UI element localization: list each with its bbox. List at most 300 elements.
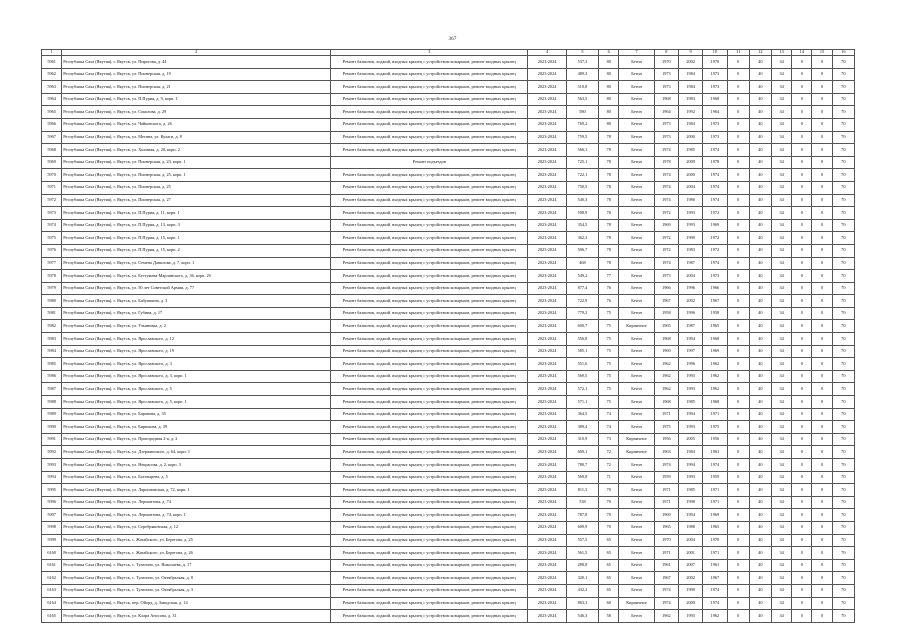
- year-commission-cell: 1973: [703, 270, 727, 283]
- value-12-cell: 40: [749, 396, 771, 409]
- value-15-cell: 0: [812, 169, 832, 182]
- area-cell: 780,7: [566, 459, 598, 472]
- year-commission-cell: 1969: [703, 345, 727, 358]
- wear-percent-cell: 78: [599, 207, 619, 220]
- wear-percent-cell: 78: [599, 156, 619, 169]
- wall-material-cell: Бетон: [619, 370, 654, 383]
- period-cell: 2023-2024: [528, 106, 566, 119]
- row-number-cell: 5981: [42, 307, 62, 320]
- address-cell: Республика Саха (Якутия), г. Якутск, ул. Ярославского, д. 3, корп. 1: [62, 370, 331, 383]
- register-table: [41, 49, 855, 623]
- row-number-cell: 5962: [42, 68, 62, 81]
- address-cell: Республика Саха (Якутия), г. Якутск, ул. Пригородная 2-я, д. 2: [62, 433, 331, 446]
- value-14-cell: 0: [792, 584, 812, 597]
- work-type-cell: Ремонт балконов, лоджий, входных крылец с устройством козырьков, ремонт входных крылец: [331, 295, 528, 308]
- value-14-cell: 0: [792, 232, 812, 245]
- value-13-cell: 34: [772, 232, 792, 245]
- address-cell: Республика Саха (Якутия), г. Якутск, ул. Губина, д. 17: [62, 307, 331, 320]
- value-15-cell: 0: [812, 433, 832, 446]
- table-row: [42, 207, 855, 220]
- wall-material-cell: Бетон: [619, 118, 654, 131]
- work-type-cell: Ремонт балконов, лоджий, входных крылец с устройством козырьков, ремонт входных крылец: [331, 459, 528, 472]
- area-cell: 769,2: [566, 118, 598, 131]
- address-cell: Республика Саха (Якутия), г. Якутск, ул. Ярославского, д. 12: [62, 333, 331, 346]
- value-15-cell: 0: [812, 459, 832, 472]
- value-14-cell: 0: [792, 307, 812, 320]
- value-16-cell: 70: [832, 194, 854, 207]
- value-16-cell: 70: [832, 181, 854, 194]
- area-cell: 546,3: [566, 610, 598, 623]
- year-commission-cell: 1962: [703, 610, 727, 623]
- value-11-cell: 0: [727, 156, 749, 169]
- year-repair-cell: 1984: [679, 446, 703, 459]
- column-header: 14: [792, 50, 812, 56]
- row-number-cell: 5994: [42, 471, 62, 484]
- area-cell: 561,5: [566, 547, 598, 560]
- value-15-cell: 0: [812, 521, 832, 534]
- wall-material-cell: Бетон: [619, 521, 654, 534]
- value-15-cell: 0: [812, 93, 832, 106]
- work-type-cell: Ремонт балконов, лоджий, входных крылец с устройством козырьков, ремонт входных крылец: [331, 534, 528, 547]
- year-repair-cell: 2004: [679, 181, 703, 194]
- table-row: [42, 597, 855, 610]
- value-15-cell: 0: [812, 559, 832, 572]
- value-15-cell: 0: [812, 131, 832, 144]
- year-repair-cell: 1985: [679, 396, 703, 409]
- value-16-cell: 70: [832, 244, 854, 257]
- value-14-cell: 0: [792, 81, 812, 94]
- value-15-cell: 0: [812, 257, 832, 270]
- wear-percent-cell: 75: [599, 370, 619, 383]
- address-cell: Республика Саха (Якутия), г. Якутск, ул. Баранова, д. 35: [62, 408, 331, 421]
- wall-material-cell: Бетон: [619, 572, 654, 585]
- value-16-cell: 70: [832, 295, 854, 308]
- wear-percent-cell: 78: [599, 244, 619, 257]
- work-type-cell: Ремонт балконов, лоджий, входных крылец с устройством козырьков, ремонт входных крылец: [331, 131, 528, 144]
- value-15-cell: 0: [812, 244, 832, 257]
- value-14-cell: 0: [792, 559, 812, 572]
- value-12-cell: 40: [749, 610, 771, 623]
- address-cell: Республика Саха (Якутия), г. Якутск, ул. П.Пурия, д. 11, корп. 1: [62, 207, 331, 220]
- value-13-cell: 34: [772, 93, 792, 106]
- period-cell: 2023-2024: [528, 169, 566, 182]
- value-14-cell: 0: [792, 93, 812, 106]
- value-12-cell: 40: [749, 459, 771, 472]
- row-number-cell: 5972: [42, 194, 62, 207]
- column-header: 3: [331, 50, 528, 56]
- year-built-cell: 1956: [654, 433, 678, 446]
- year-commission-cell: 1974: [703, 459, 727, 472]
- value-13-cell: 34: [772, 56, 792, 69]
- work-type-cell: Ремонт балконов, лоджий, входных крылец с устройством козырьков, ремонт входных крылец: [331, 521, 528, 534]
- period-cell: 2023-2024: [528, 270, 566, 283]
- value-14-cell: 0: [792, 471, 812, 484]
- year-commission-cell: 1971: [703, 547, 727, 560]
- area-cell: 551,6: [566, 358, 598, 371]
- row-number-cell: 5973: [42, 207, 62, 220]
- wear-percent-cell: 70: [599, 521, 619, 534]
- year-commission-cell: 1973: [703, 68, 727, 81]
- value-15-cell: 0: [812, 68, 832, 81]
- page-number: 367: [448, 37, 457, 42]
- value-12-cell: 40: [749, 370, 771, 383]
- table-row: [42, 68, 855, 81]
- area-cell: 779,2: [566, 307, 598, 320]
- work-type-cell: Ремонт балконов, лоджий, входных крылец с устройством козырьков, ремонт входных крылец: [331, 144, 528, 157]
- area-cell: 563,5: [566, 93, 598, 106]
- value-13-cell: 34: [772, 68, 792, 81]
- year-commission-cell: 1974: [703, 597, 727, 610]
- year-repair-cell: 1996: [679, 358, 703, 371]
- wear-percent-cell: 75: [599, 307, 619, 320]
- row-number-cell: 5982: [42, 320, 62, 333]
- work-type-cell: Ремонт балконов, лоджий, входных крылец с устройством козырьков, ремонт входных крылец: [331, 509, 528, 522]
- year-commission-cell: 1978: [703, 156, 727, 169]
- wear-percent-cell: 78: [599, 181, 619, 194]
- address-cell: Республика Саха (Якутия), г. Якутск, ул. Дзержинского, д. 64, корп. 1: [62, 446, 331, 459]
- value-11-cell: 0: [727, 396, 749, 409]
- value-16-cell: 70: [832, 509, 854, 522]
- value-16-cell: 70: [832, 484, 854, 497]
- address-cell: Республика Саха (Якутия), г. Якутск, с. Тулагино, ул. Октябрьская, д. 3: [62, 584, 331, 597]
- value-16-cell: 70: [832, 383, 854, 396]
- value-13-cell: 34: [772, 345, 792, 358]
- value-16-cell: 70: [832, 144, 854, 157]
- wear-percent-cell: 58: [599, 610, 619, 623]
- value-16-cell: 70: [832, 534, 854, 547]
- period-cell: 2023-2024: [528, 131, 566, 144]
- wear-percent-cell: 78: [599, 169, 619, 182]
- row-number-cell: 5999: [42, 534, 62, 547]
- year-commission-cell: 1972: [703, 232, 727, 245]
- work-type-cell: Ремонт балконов, лоджий, входных крылец с устройством козырьков, ремонт входных крылец: [331, 307, 528, 320]
- value-15-cell: 0: [812, 408, 832, 421]
- year-repair-cell: 1993: [679, 421, 703, 434]
- wall-material-cell: Бетон: [619, 559, 654, 572]
- year-repair-cell: 1984: [679, 81, 703, 94]
- year-built-cell: 1969: [654, 509, 678, 522]
- value-15-cell: 0: [812, 610, 832, 623]
- area-cell: 510,8: [566, 81, 598, 94]
- year-repair-cell: 1993: [679, 219, 703, 232]
- year-repair-cell: 1985: [679, 144, 703, 157]
- value-11-cell: 0: [727, 559, 749, 572]
- value-11-cell: 0: [727, 219, 749, 232]
- row-number-cell: 5971: [42, 181, 62, 194]
- table-row: [42, 194, 855, 207]
- year-commission-cell: 1962: [703, 383, 727, 396]
- value-13-cell: 34: [772, 358, 792, 371]
- table-row: [42, 421, 855, 434]
- year-built-cell: 1971: [654, 408, 678, 421]
- year-repair-cell: 1987: [679, 320, 703, 333]
- value-15-cell: 0: [812, 446, 832, 459]
- table-row: [42, 144, 855, 157]
- value-15-cell: 0: [812, 282, 832, 295]
- value-16-cell: 70: [832, 68, 854, 81]
- year-commission-cell: 1965: [703, 521, 727, 534]
- value-13-cell: 34: [772, 169, 792, 182]
- wall-material-cell: Бетон: [619, 257, 654, 270]
- wall-material-cell: Бетон: [619, 547, 654, 560]
- work-type-cell: Ремонт балконов, лоджий, входных крылец с устройством козырьков, ремонт входных крылец: [331, 219, 528, 232]
- work-type-cell: Ремонт балконов, лоджий, входных крылец с устройством козырьков, ремонт входных крылец: [331, 584, 528, 597]
- table-row: [42, 345, 855, 358]
- period-cell: 2023-2024: [528, 597, 566, 610]
- value-12-cell: 40: [749, 270, 771, 283]
- column-header: 2: [62, 50, 331, 56]
- year-built-cell: 1974: [654, 181, 678, 194]
- year-built-cell: 1974: [654, 169, 678, 182]
- value-14-cell: 0: [792, 358, 812, 371]
- year-commission-cell: 1967: [703, 572, 727, 585]
- value-12-cell: 40: [749, 106, 771, 119]
- value-15-cell: 0: [812, 219, 832, 232]
- value-14-cell: 0: [792, 106, 812, 119]
- value-12-cell: 40: [749, 181, 771, 194]
- value-13-cell: 34: [772, 144, 792, 157]
- value-14-cell: 0: [792, 459, 812, 472]
- value-16-cell: 70: [832, 320, 854, 333]
- column-header: 7: [619, 50, 654, 56]
- table-row: [42, 270, 855, 283]
- area-cell: 580: [566, 106, 598, 119]
- row-number-cell: 5979: [42, 282, 62, 295]
- column-header: 4: [528, 50, 566, 56]
- value-16-cell: 70: [832, 521, 854, 534]
- value-16-cell: 70: [832, 131, 854, 144]
- value-16-cell: 70: [832, 118, 854, 131]
- wall-material-cell: Кирпичное: [619, 597, 654, 610]
- row-number-cell: 5974: [42, 219, 62, 232]
- year-repair-cell: 1993: [679, 370, 703, 383]
- area-cell: 537,3: [566, 56, 598, 69]
- value-12-cell: 40: [749, 219, 771, 232]
- value-11-cell: 0: [727, 270, 749, 283]
- row-number-cell: 5975: [42, 232, 62, 245]
- period-cell: 2023-2024: [528, 584, 566, 597]
- period-cell: 2023-2024: [528, 257, 566, 270]
- value-15-cell: 0: [812, 358, 832, 371]
- work-type-cell: Ремонт балконов, лоджий, входных крылец с устройством козырьков, ремонт входных крылец: [331, 484, 528, 497]
- wear-percent-cell: 76: [599, 295, 619, 308]
- year-commission-cell: 1974: [703, 257, 727, 270]
- wall-material-cell: Бетон: [619, 333, 654, 346]
- area-cell: 389,4: [566, 421, 598, 434]
- year-built-cell: 1961: [654, 559, 678, 572]
- value-16-cell: 70: [832, 572, 854, 585]
- value-16-cell: 70: [832, 307, 854, 320]
- year-commission-cell: 1968: [703, 93, 727, 106]
- value-12-cell: 40: [749, 320, 771, 333]
- table-row: [42, 93, 855, 106]
- year-commission-cell: 1967: [703, 295, 727, 308]
- row-number-cell: 5978: [42, 270, 62, 283]
- wall-material-cell: Бетон: [619, 56, 654, 69]
- value-12-cell: 40: [749, 144, 771, 157]
- value-14-cell: 0: [792, 56, 812, 69]
- area-cell: 811,3: [566, 484, 598, 497]
- wall-material-cell: Бетон: [619, 396, 654, 409]
- year-repair-cell: 1987: [679, 257, 703, 270]
- address-cell: Республика Саха (Якутия), г. Якутск, ул. Ярославского, д. 3: [62, 358, 331, 371]
- work-type-cell: Ремонт балконов, лоджий, входных крылец с устройством козырьков, ремонт входных крылец: [331, 496, 528, 509]
- year-commission-cell: 1961: [703, 559, 727, 572]
- year-built-cell: 1975: [654, 421, 678, 434]
- value-12-cell: 40: [749, 433, 771, 446]
- year-built-cell: 1974: [654, 194, 678, 207]
- value-15-cell: 0: [812, 56, 832, 69]
- table-row: [42, 81, 855, 94]
- table-row: [42, 534, 855, 547]
- wall-material-cell: Бетон: [619, 207, 654, 220]
- wall-material-cell: Бетон: [619, 219, 654, 232]
- work-type-cell: Ремонт балконов, лоджий, входных крылец с устройством козырьков, ремонт входных крылец: [331, 383, 528, 396]
- wall-material-cell: Бетон: [619, 459, 654, 472]
- value-13-cell: 34: [772, 81, 792, 94]
- value-12-cell: 40: [749, 521, 771, 534]
- value-12-cell: 40: [749, 68, 771, 81]
- year-commission-cell: 1963: [703, 446, 727, 459]
- area-cell: 310,9: [566, 433, 598, 446]
- period-cell: 2023-2024: [528, 93, 566, 106]
- period-cell: 2023-2024: [528, 496, 566, 509]
- wall-material-cell: Бетон: [619, 383, 654, 396]
- value-14-cell: 0: [792, 408, 812, 421]
- value-15-cell: 0: [812, 270, 832, 283]
- value-12-cell: 40: [749, 307, 771, 320]
- value-12-cell: 40: [749, 118, 771, 131]
- value-15-cell: 0: [812, 181, 832, 194]
- work-type-cell: Ремонт балконов, лоджий, входных крылец с устройством козырьков, ремонт входных крылец: [331, 345, 528, 358]
- column-header: 9: [679, 50, 703, 56]
- year-repair-cell: 1993: [679, 471, 703, 484]
- address-cell: Республика Саха (Якутия), г. Якутск, ул. Холмная, д. 20, корп. 2: [62, 144, 331, 157]
- value-12-cell: 40: [749, 547, 771, 560]
- value-11-cell: 0: [727, 421, 749, 434]
- wall-material-cell: Бетон: [619, 295, 654, 308]
- year-repair-cell: 1996: [679, 307, 703, 320]
- year-repair-cell: 2007: [679, 559, 703, 572]
- value-13-cell: 34: [772, 433, 792, 446]
- value-11-cell: 0: [727, 509, 749, 522]
- wear-percent-cell: 80: [599, 93, 619, 106]
- value-13-cell: 34: [772, 572, 792, 585]
- wear-percent-cell: 78: [599, 257, 619, 270]
- value-13-cell: 34: [772, 383, 792, 396]
- area-cell: 432,2: [566, 584, 598, 597]
- value-14-cell: 0: [792, 282, 812, 295]
- column-header: 6: [599, 50, 619, 56]
- wall-material-cell: Бетон: [619, 106, 654, 119]
- wear-percent-cell: 65: [599, 534, 619, 547]
- year-repair-cell: 2005: [679, 433, 703, 446]
- table-row: [42, 547, 855, 560]
- year-built-cell: 1970: [654, 534, 678, 547]
- column-header: 11: [727, 50, 749, 56]
- period-cell: 2023-2024: [528, 408, 566, 421]
- value-13-cell: 34: [772, 421, 792, 434]
- wear-percent-cell: 75: [599, 333, 619, 346]
- year-repair-cell: 1986: [679, 194, 703, 207]
- value-16-cell: 70: [832, 433, 854, 446]
- year-commission-cell: 1970: [703, 534, 727, 547]
- value-15-cell: 0: [812, 144, 832, 157]
- table-row: [42, 509, 855, 522]
- wear-percent-cell: 78: [599, 131, 619, 144]
- work-type-cell: Ремонт балконов, лоджий, входных крылец с устройством козырьков, ремонт входных крылец: [331, 408, 528, 421]
- area-cell: 609,1: [566, 446, 598, 459]
- row-number-cell: 6163: [42, 584, 62, 597]
- value-14-cell: 0: [792, 118, 812, 131]
- period-cell: 2023-2024: [528, 459, 566, 472]
- value-13-cell: 34: [772, 610, 792, 623]
- year-repair-cell: 2002: [679, 56, 703, 69]
- table-row: [42, 131, 855, 144]
- table-row: [42, 610, 855, 623]
- period-cell: 2023-2024: [528, 421, 566, 434]
- work-type-cell: Ремонт подъездов: [331, 156, 528, 169]
- wear-percent-cell: 65: [599, 584, 619, 597]
- year-commission-cell: 1958: [703, 307, 727, 320]
- value-11-cell: 0: [727, 207, 749, 220]
- value-13-cell: 34: [772, 471, 792, 484]
- year-built-cell: 1974: [654, 459, 678, 472]
- year-commission-cell: 1971: [703, 484, 727, 497]
- row-number-cell: 6161: [42, 559, 62, 572]
- value-15-cell: 0: [812, 421, 832, 434]
- year-repair-cell: 2002: [679, 295, 703, 308]
- value-11-cell: 0: [727, 610, 749, 623]
- value-12-cell: 40: [749, 207, 771, 220]
- year-commission-cell: 1972: [703, 244, 727, 257]
- area-cell: 750,5: [566, 181, 598, 194]
- wall-material-cell: Бетон: [619, 358, 654, 371]
- value-11-cell: 0: [727, 446, 749, 459]
- value-16-cell: 70: [832, 408, 854, 421]
- table-row: [42, 333, 855, 346]
- value-12-cell: 40: [749, 345, 771, 358]
- wall-material-cell: Бетон: [619, 68, 654, 81]
- row-number-cell: 5984: [42, 345, 62, 358]
- value-14-cell: 0: [792, 446, 812, 459]
- year-commission-cell: 1965: [703, 320, 727, 333]
- value-14-cell: 0: [792, 484, 812, 497]
- period-cell: 2023-2024: [528, 68, 566, 81]
- wear-percent-cell: 80: [599, 81, 619, 94]
- wear-percent-cell: 71: [599, 471, 619, 484]
- value-13-cell: 34: [772, 509, 792, 522]
- year-repair-cell: 1997: [679, 345, 703, 358]
- work-type-cell: Ремонт балконов, лоджий, входных крылец с устройством козырьков, ремонт входных крылец: [331, 181, 528, 194]
- row-number-cell: 6164: [42, 597, 62, 610]
- year-repair-cell: 1984: [679, 118, 703, 131]
- year-commission-cell: 1964: [703, 106, 727, 119]
- value-13-cell: 34: [772, 459, 792, 472]
- value-12-cell: 40: [749, 421, 771, 434]
- period-cell: 2023-2024: [528, 433, 566, 446]
- row-number-cell: 5990: [42, 421, 62, 434]
- value-11-cell: 0: [727, 257, 749, 270]
- wear-percent-cell: 80: [599, 68, 619, 81]
- value-12-cell: 40: [749, 81, 771, 94]
- value-11-cell: 0: [727, 244, 749, 257]
- row-number-cell: 5996: [42, 496, 62, 509]
- address-cell: Республика Саха (Якутия), г. Якутск, ул. Ларионовская, д. 72, корп. 1: [62, 484, 331, 497]
- value-13-cell: 34: [772, 496, 792, 509]
- wall-material-cell: Бетон: [619, 181, 654, 194]
- value-11-cell: 0: [727, 370, 749, 383]
